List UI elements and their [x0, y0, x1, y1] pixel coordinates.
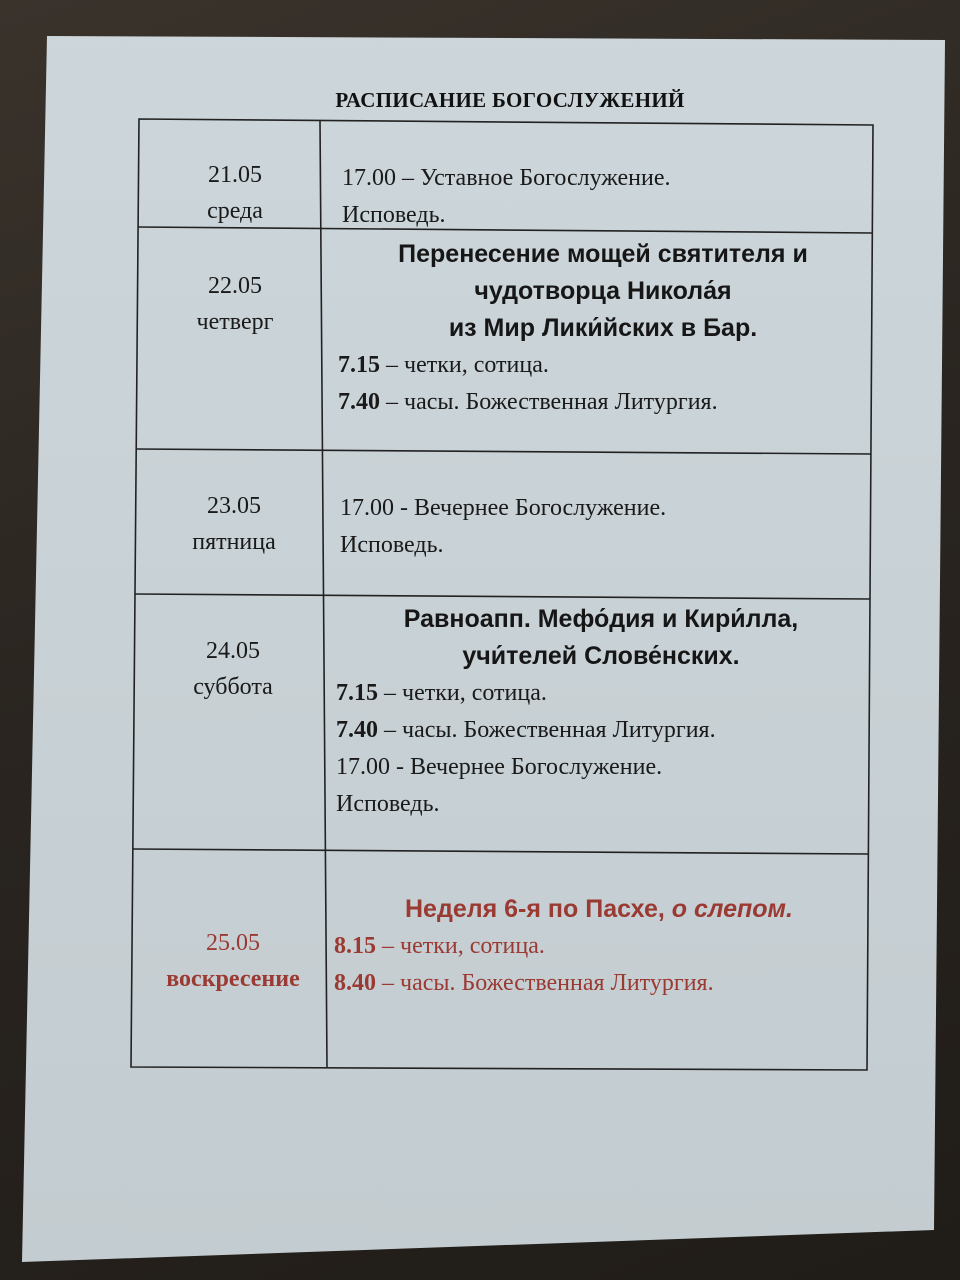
weekday-label: воскресение — [166, 966, 300, 992]
services-cell-row-5 — [334, 891, 864, 1002]
service-line — [334, 928, 864, 965]
feast-title-main: Неделя 6-я по Пасхе, — [405, 895, 672, 923]
services-cell-row-2 — [338, 236, 868, 421]
service-time: 8.40 — [334, 970, 376, 996]
feast-title-line: учи́телей Слове́нских. — [462, 642, 740, 670]
feast-title-line: чудотворца Никола́я — [474, 277, 732, 305]
feast-title-line: Перенесение мощей святителя и — [398, 240, 808, 268]
date-cell-row-2 — [145, 268, 325, 340]
service-line: Исповедь. — [342, 202, 446, 228]
services-cell-row-1 — [342, 160, 671, 234]
service-line: 17.00 – Уставное Богослужение. — [342, 165, 671, 191]
date-cell-row-5 — [138, 925, 328, 997]
service-line: Исповедь. — [336, 791, 440, 817]
date-label: 24.05 — [206, 638, 260, 664]
page-title: РАСПИСАНИЕ БОГОСЛУЖЕНИЙ — [335, 88, 685, 112]
service-time: 7.15 — [338, 352, 380, 378]
service-text: – часы. Божественная Литургия. — [380, 389, 718, 415]
service-time: 8.15 — [334, 933, 376, 959]
date-label: 23.05 — [207, 493, 261, 519]
service-text: – часы. Божественная Литургия. — [376, 970, 714, 996]
date-cell-row-3 — [144, 488, 324, 560]
service-text: – четки, сотица. — [376, 933, 545, 959]
weekday-label: среда — [207, 198, 263, 224]
weekday-label: четверг — [196, 309, 274, 335]
service-line — [338, 347, 868, 384]
feast-title-line — [334, 891, 864, 928]
service-line — [336, 675, 866, 712]
feast-title-italic: о слепом. — [671, 895, 793, 923]
feast-title-line: из Мир Лики́йских в Бар. — [448, 314, 758, 342]
service-time: 7.40 — [338, 389, 380, 415]
service-line: 17.00 - Вечернее Богослужение. — [336, 754, 663, 780]
service-line — [336, 712, 866, 749]
date-cell-row-4 — [143, 633, 323, 705]
service-time: 7.15 — [336, 680, 378, 706]
service-line: 17.00 - Вечернее Богослужение. — [340, 495, 667, 521]
date-label: 22.05 — [208, 273, 262, 299]
service-text: – четки, сотица. — [380, 352, 549, 378]
service-line: Исповедь. — [340, 532, 444, 558]
feast-title-line: Равноапп. Мефо́дия и Кири́лла, — [403, 605, 799, 633]
date-cell-row-1 — [145, 157, 325, 229]
service-line — [334, 965, 864, 1002]
services-cell-row-3 — [340, 490, 666, 564]
service-time: 7.40 — [336, 717, 378, 743]
service-line — [338, 384, 868, 421]
weekday-label: суббота — [193, 674, 273, 700]
service-text: – часы. Божественная Литургия. — [378, 717, 716, 743]
service-text: – четки, сотица. — [378, 680, 547, 706]
weekday-label: пятница — [192, 529, 276, 555]
services-cell-row-4 — [336, 601, 866, 823]
date-label: 25.05 — [206, 930, 260, 956]
date-label: 21.05 — [208, 162, 262, 188]
